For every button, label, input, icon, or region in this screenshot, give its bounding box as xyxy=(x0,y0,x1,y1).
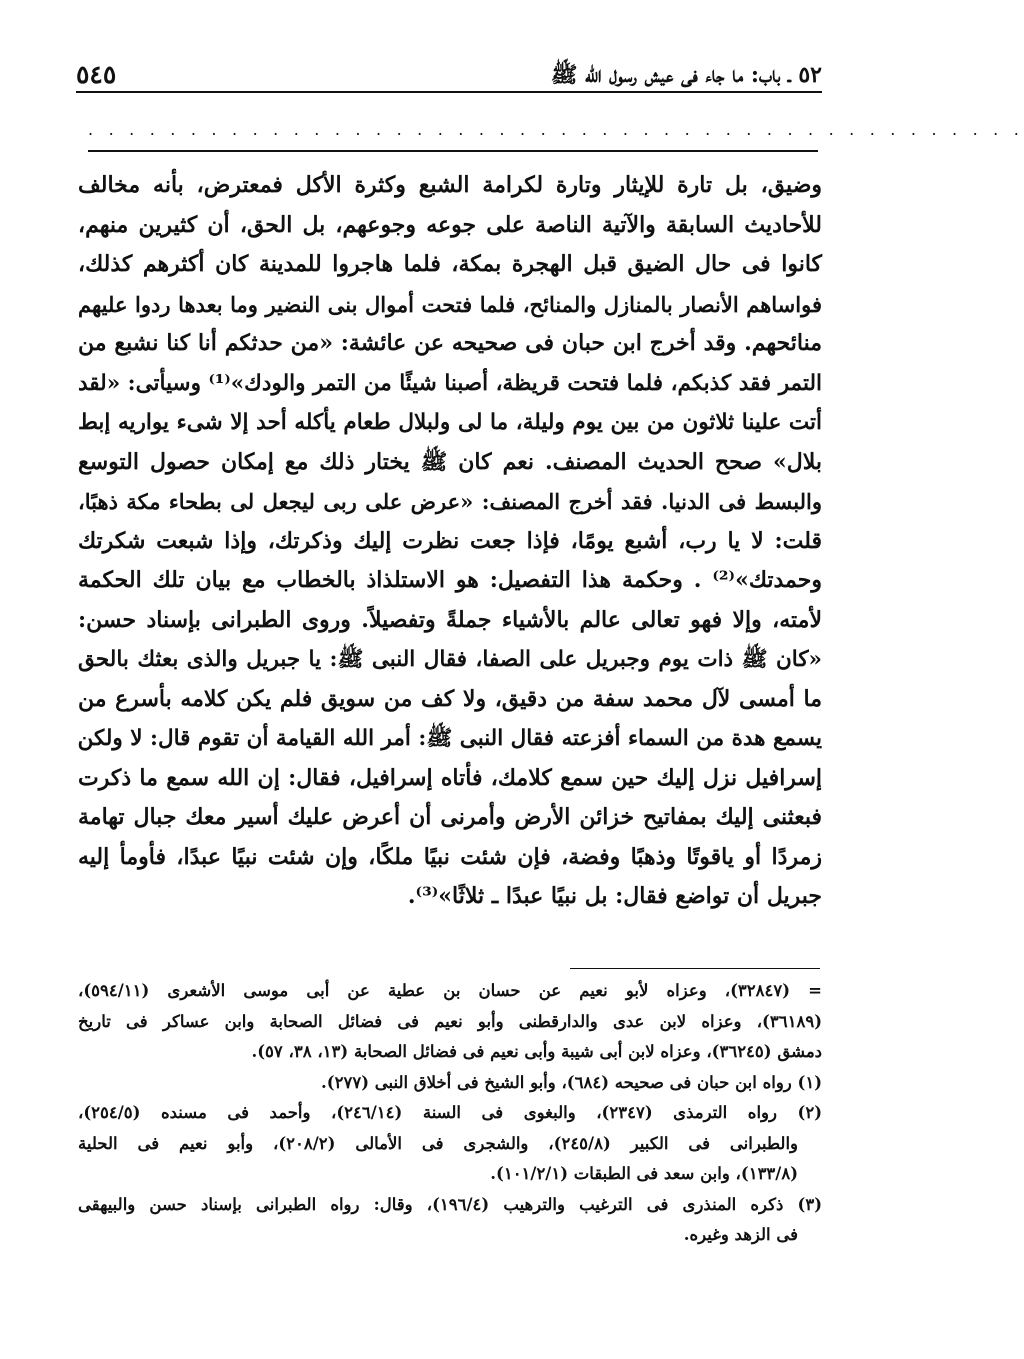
footnote-1: (١) رواه ابن حبان فى صحيحه (٦٨٤)، وأبو الشيخ فى أخلاق النبى (٢٧٧). xyxy=(321,1072,822,1092)
footnote-line: والطبرانى فى الكبير (٢٤٥/٨)، والشجرى فى الأمالى (٢٠٨/٢)، وأبو نعيم فى الحلية xyxy=(78,1133,799,1153)
footnote-3: (٣) ذكره المنذرى فى الترغيب والترهيب (١٩٦/٤)، وقال: رواه الطبرانى بإسناد حسن والبيهقى xyxy=(78,1194,822,1214)
footnote-line: دمشق (٣٦٢٤٥)، وعزاه لابن أبى شيبة وأبى نعيم فى فضائل الصحابة (١٣، ٣٨، ٥٧). xyxy=(251,1042,822,1061)
separator-dots: . . . . . . . . . . . . . . . . . . . . . . . . . . . . . . . . . . . . . . . . . . . . . . xyxy=(88,120,1024,139)
text-line: والبسط فى الدنيا. فقد أخرج المصنف: «عرض على ربى ليجعل لى بطحاء مكة ذهبًا، xyxy=(78,489,822,514)
text-line: ما أمسى لآل محمد سفة من دقيق، ولا كف من سويق فلم يكن كلامه بأسرع من xyxy=(78,685,822,712)
separator-rule xyxy=(88,150,818,152)
footnote-2: (٢) رواه الترمذى (٢٣٤٧)، والبغوى فى السنة (٢٤٦/١٤)، وأحمد فى مسنده (٢٥٤/٥)، xyxy=(78,1103,823,1122)
text-line: بلال» صحح الحديث المصنف. نعم كان ﷺ يختار ذلك مع إمكان حصول التوسع xyxy=(78,448,822,475)
footnote-line: (١٣٣/٨)، وابن سعد فى الطبقات (١٠١/٢/١). xyxy=(490,1164,798,1183)
text-line: للأحاديث السابقة والآتية الناصة على جوعه وجوعهم، بل الحق، أن كثيرين منهم، xyxy=(78,211,822,238)
running-header xyxy=(76,48,822,90)
text-line: يسمع هدة من السماء أفزعته فقال النبى ﷺ: أمر الله القيامة أن تقوم قال: لا ولكن xyxy=(77,726,822,751)
text-line: فواساهم الأنصار بالمنازل والمنائح، فلما فتحت أموال بنى النضير وما بعدها ردوا عليهم xyxy=(78,291,822,317)
text-line: جبريل أن تواضع فقال: بل نبيًا عبدًا ـ ثلاثًا»⁽³⁾. xyxy=(407,883,822,909)
text-line: قلت: لا يا رب، أشبع يومًا، فإذا جعت نظرت إليك وذكرتك، وإذا شبعت شكرتك xyxy=(78,527,822,554)
text-line: أتت علينا ثلاثون من بين يوم وليلة، ما لى ولبلال طعام يأكله أحد إلا شىء يواريه إبط xyxy=(78,410,822,435)
footnote-rule xyxy=(570,968,820,969)
header-rule xyxy=(76,91,822,93)
text-line: وحمدتك»⁽²⁾ . وحكمة هذا التفصيل: هو الاستلذاذ بالخطاب مع بيان تلك الحكمة xyxy=(78,567,822,593)
text-line: «كان ﷺ ذات يوم وجبريل على الصفا، فقال النبى ﷺ: يا جبريل والذى بعثك بالحق xyxy=(78,647,822,672)
footnote-line: فى الزهد وغيره. xyxy=(683,1225,798,1244)
footnotes xyxy=(78,976,822,1251)
text-line: لأمته، وإلا فهو تعالى عالم بالأشياء جملةً وتفصيلاً. وروى الطبرانى بإسناد حسن: xyxy=(78,606,822,633)
text-line: منائحهم. وقد أخرج ابن حبان فى صحيحه عن عائشة: «من حدثكم أنا كنا نشبع من xyxy=(78,330,822,356)
footnote-line: (٣٦١٨٩)، وعزاه لابن عدى والدارقطنى وأبو نعيم فى فضائل الصحابة وابن عساكر فى تاريخ xyxy=(78,1011,822,1031)
text-line: إسرافيل نزل إليك حين سمع كلامك، فأتاه إسرافيل، فقال: إن الله سمع ما ذكرت xyxy=(78,764,822,791)
page-number: ٥٤٥ xyxy=(76,60,117,89)
running-title: ٥٢ ـ باب: ما جاء فى عيش رسول الله ﷺ xyxy=(550,62,822,88)
text-line: كانوا فى حال الضيق قبل الهجرة بمكة، فلما هاجروا للمدينة كان أكثرهم كذلك، xyxy=(78,251,822,277)
text-line: التمر فقد كذبكم، فلما فتحت قريظة، أصبنا شيئًا من التمر والودك»⁽¹⁾ وسيأتى: «لقد xyxy=(78,370,822,396)
text-line: وضيق، بل تارة للإيثار وتارة لكرامة الشبع وكثرة الأكل فمعترض، بأنه مخالف xyxy=(78,172,822,198)
text-line: فبعثنى إليك بمفاتيح خزائن الأرض وأمرنى أن أعرض عليك أسير معك جبال تهامة xyxy=(78,804,822,830)
text-line: زمردًا أو ياقوتًا وذهبًا وفضة، فإن شئت نبيًا ملكًا، وإن شئت نبيًا عبدًا، فأومأ إليه xyxy=(78,843,822,870)
footnote-line: = (٣٢٨٤٧)، وعزاه لأبو نعيم عن حسان بن عطية عن أبى موسى الأشعرى (٥٩٤/١١)، xyxy=(78,981,822,1000)
main-text xyxy=(78,166,822,917)
